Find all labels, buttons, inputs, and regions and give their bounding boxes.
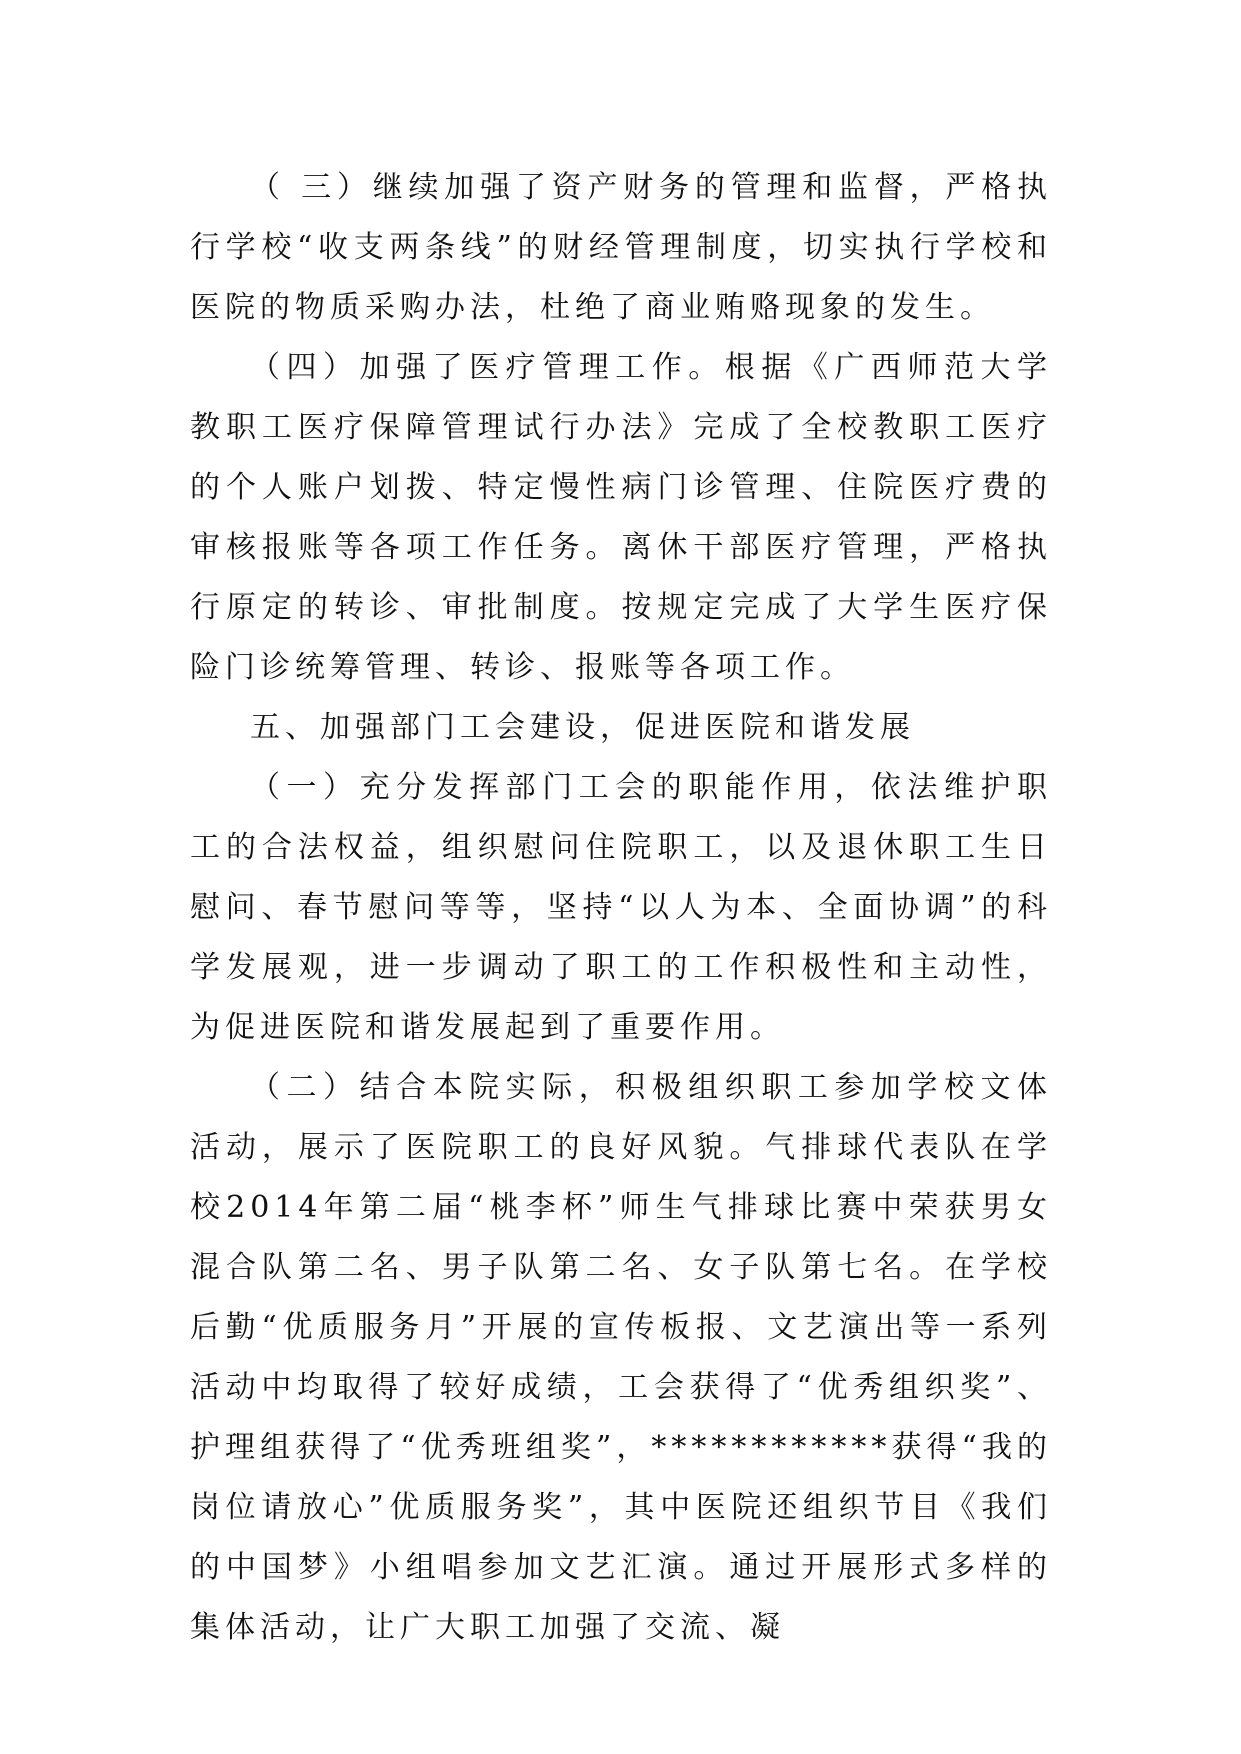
paragraph-asset-finance: （ 三）继续加强了资产财务的管理和监督，严格执行学校“收支两条线”的财经管理制度，切实执行学校和医院的物质采购办法，杜绝了商业贿赂现象的发生。 (190, 170, 1052, 325)
document-body (190, 158, 1052, 1658)
paragraph-medical-management: （四）加强了医疗管理工作。根据《广西师范大学教职工医疗保障管理试行办法》完成了全校教职工医疗的个人账户划拨、特定慢性病门诊管理、住院医疗费的审核报账等各项工作任务。离休干部医疗管理，严格执行原定的转诊、审批制度。按规定完成了大学生医疗保险门诊统筹管理、转诊、报账等各项工作。 (190, 350, 1052, 685)
paragraph-union-function: （一）充分发挥部门工会的职能作用，依法维护职工的合法权益，组织慰问住院职工，以及退休职工生日慰问、春节慰问等等，坚持“以人为本、全面协调”的科学发展观，进一步调动了职工的工作积极性和主动性，为促进医院和谐发展起到了重要作用。 (190, 770, 1052, 1045)
paragraph-cultural-activities: （二）结合本院实际，积极组织职工参加学校文体活动，展示了医院职工的良好风貌。气排球代表队在学校2014年第二届“桃李杯”师生气排球比赛中荣获男女混合队第二名、男子队第二名、女子队第七名。在学校后勤“优质服务月”开展的宣传板报、文艺演出等一系列活动中均取得了较好成绩，工会获得了“优秀组织奖”、护理组获得了“优秀班组奖”，************获得“我的岗位请放心”优质服务奖”，其中医院还组织节目《我们的中国梦》小组唱参加文艺汇演。通过开展形式多样的集体活动，让广大职工加强了交流、凝 (190, 1070, 1052, 1645)
section-heading-union: 五、加强部门工会建设，促进医院和谐发展 (250, 710, 915, 745)
